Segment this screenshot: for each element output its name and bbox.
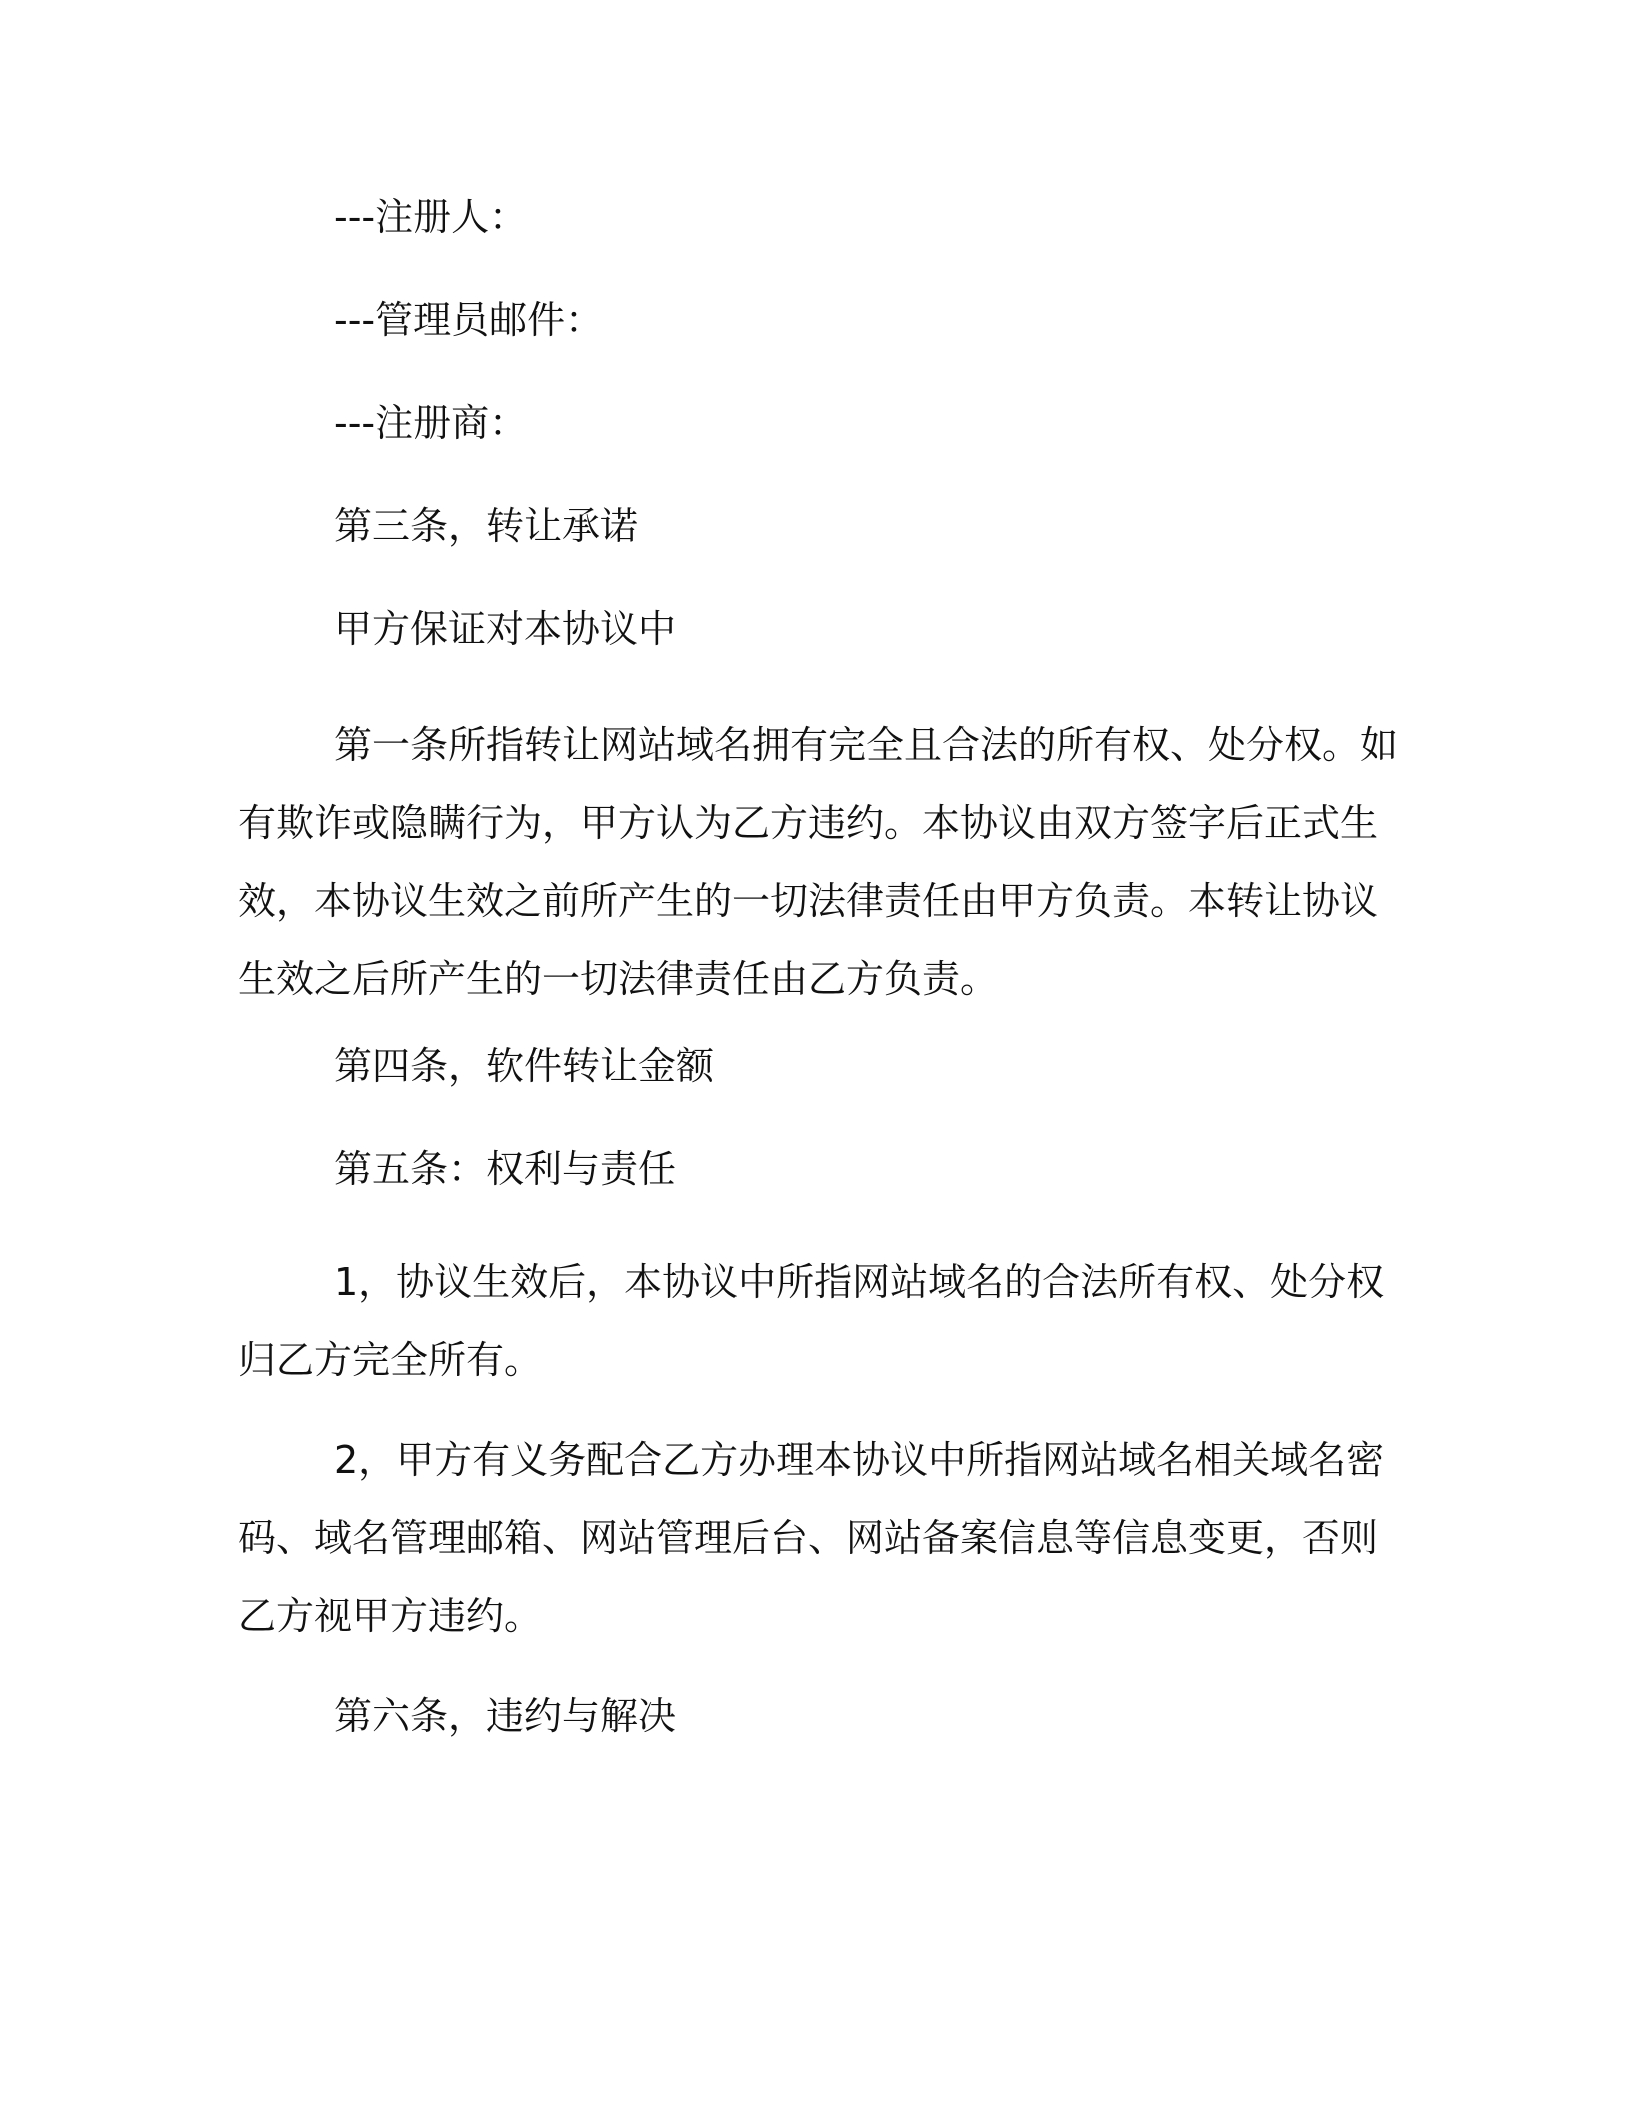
- article4-heading: 第四条，软件转让金额: [334, 1044, 715, 1088]
- article3-body: [238, 706, 1398, 1018]
- article5-item1: [238, 1243, 1398, 1399]
- article5-item2-line: 码、域名管理邮箱、网站管理后台、网站备案信息等信息变更，否则: [238, 1516, 1379, 1560]
- article5-item2: [238, 1421, 1398, 1655]
- article3-heading: 第三条，转让承诺: [334, 504, 639, 548]
- registrant-field: ---注册人：: [334, 195, 528, 239]
- article3-intro: 甲方保证对本协议中: [334, 607, 677, 651]
- article3-body-line: 效，本协议生效之前所产生的一切法律责任由甲方负责。本转让协议: [238, 879, 1379, 923]
- article6-heading: 第六条，违约与解决: [334, 1694, 677, 1738]
- article5-heading: 第五条：权利与责任: [334, 1147, 677, 1191]
- article5-item1-line: 归乙方完全所有。: [238, 1338, 543, 1382]
- admin-email-field: ---管理员邮件：: [334, 298, 604, 342]
- article3-body-line: 生效之后所产生的一切法律责任由乙方负责。: [238, 957, 999, 1001]
- article5-item2-line: 乙方视甲方违约。: [238, 1594, 543, 1638]
- article3-body-line: 有欺诈或隐瞒行为，甲方认为乙方违约。本协议由双方签字后正式生: [238, 801, 1379, 845]
- registrar-field: ---注册商：: [334, 401, 528, 445]
- article3-body-line: 第一条所指转让网站域名拥有完全且合法的所有权、处分权。如: [334, 723, 1399, 767]
- article5-item2-line: 2，甲方有义务配合乙方办理本协议中所指网站域名相关域名密: [334, 1438, 1385, 1482]
- article5-item1-line: 1，协议生效后，本协议中所指网站域名的合法所有权、处分权: [334, 1260, 1385, 1304]
